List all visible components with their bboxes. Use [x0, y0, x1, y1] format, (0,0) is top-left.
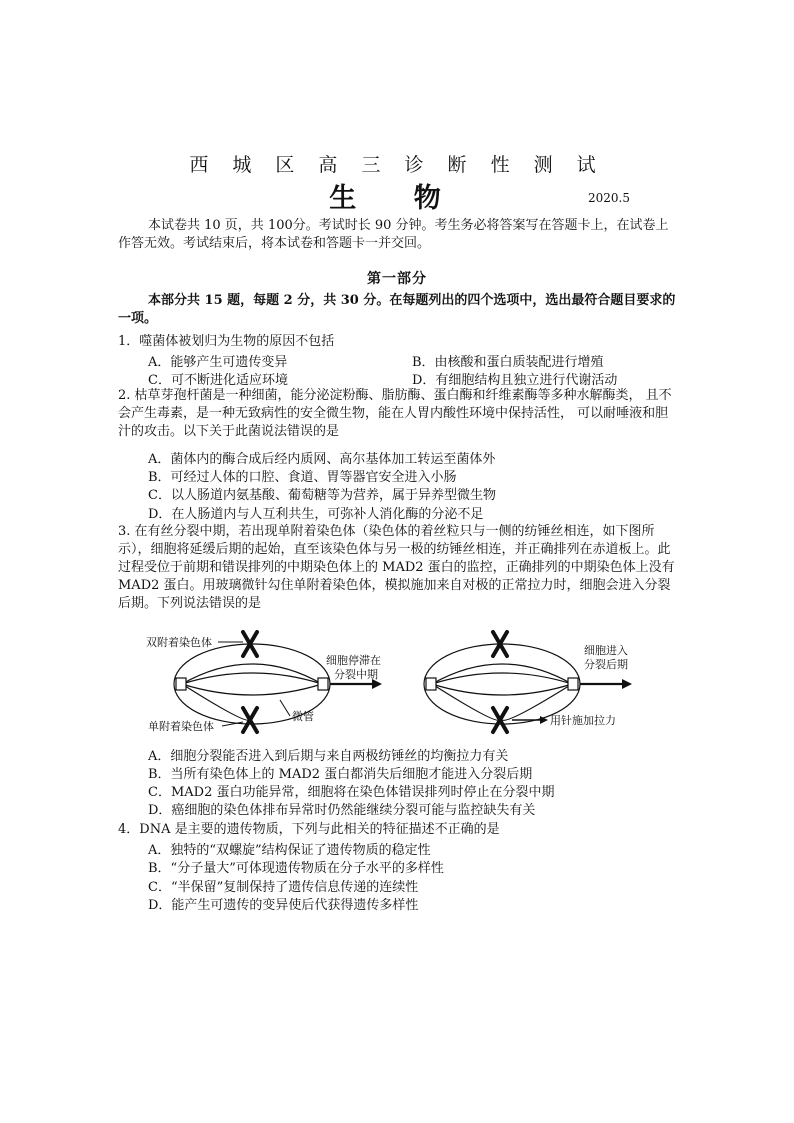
section-title: 第一部分 — [367, 271, 427, 287]
question-2-option-a: A．菌体内的酶合成后经内质网、高尔基体加工转运至菌体外 — [148, 452, 496, 467]
exam-date: 2020.5 — [588, 191, 630, 205]
left-spindle-fiber-3 — [182, 684, 322, 695]
question-3-stem: 3. 在有丝分裂中期，若出现单附着染色体（染色体的着丝粒只与一侧的纺锤丝相连，如下图所示），细胞将延缓后期的起始，直至该染色体与另一极的纺锤丝相连，并正确排列在赤道板上。此过程受位于前期和错误排列的中期染色体上的 MAD2 蛋白的监控，正确排列的中期染色体上没有 MAD2 蛋白。用玻璃微针勾住单附着染色体，模拟施加来自对极的正常拉力时，细胞会进入分裂后期。下列说法错误的是 — [118, 524, 675, 611]
question-4-option-b: B．“分子量大”可体现遗传物质在分子水平的多样性 — [148, 861, 444, 876]
left-spindle-fiber-2 — [182, 673, 322, 684]
left-centrosome-right — [318, 678, 328, 690]
question-2-option-d: D．在人肠道内与人互利共生，可弥补人消化酶的分泌不足 — [148, 507, 484, 522]
left-centrosome-left — [176, 678, 186, 690]
question-4-option-d: D．能产生可遗传的变异使后代获得遗传多样性 — [148, 898, 419, 913]
label-stall-line1: 细胞停滞在 — [326, 654, 381, 667]
subject-title: 生 物 — [329, 183, 465, 214]
spindle-figure — [140, 628, 660, 743]
label-single-chromosome: 单附着染色体 — [148, 720, 214, 733]
label-stall-line2: 分裂中期 — [334, 668, 378, 681]
label-needle-force: 用针施加拉力 — [550, 714, 616, 727]
label-double-chromosome: 双附着染色体 — [146, 636, 212, 649]
label-enter-line1: 细胞进入 — [584, 644, 628, 657]
question-4-stem: 4．DNA 是主要的遗传物质，下列与此相关的特征描述不正确的是 — [118, 822, 500, 837]
question-4-option-c: C．“半保留”复制保持了遗传信息传递的连续性 — [148, 880, 419, 895]
label-enter-line2: 分裂后期 — [584, 658, 628, 671]
question-4-option-a: A．独特的“双螺旋”结构保证了遗传物质的稳定性 — [148, 843, 431, 858]
intro-paragraph: 本试卷共 10 页，共 100分。考试时长 90 分钟。考生务必将答案写在答题卡上，在试卷上作答无效。考试结束后，将本试卷和答题卡一并交回。 — [118, 218, 669, 251]
spindle-diagram — [140, 628, 660, 743]
question-1-option-c: C．可不断进化适应环境 — [148, 373, 288, 388]
question-1-stem: 1．噬菌体被划归为生物的原因不包括 — [118, 334, 335, 349]
right-cell-outline — [424, 644, 580, 724]
question-3-option-a: A．细胞分裂能否进入到后期与来自两极纺锤丝的均衡拉力有关 — [148, 749, 509, 764]
question-3-option-c: C．MAD2 蛋白功能异常，细胞将在染色体错误排列时停止在分裂中期 — [148, 785, 555, 800]
section-note: 本部分共 15 题，每题 2 分，共 30 分。在每题列出的四个选项中，选出最符合题目要求的一项。 — [118, 293, 676, 326]
label-microtubule: 微管 — [292, 710, 314, 723]
question-3-option-d: D．癌细胞的染色体排布异常时仍然能继续分裂可能与监控缺失有关 — [148, 803, 536, 818]
question-1-option-a: A．能够产生可遗传变异 — [148, 355, 288, 370]
question-2-option-c: C．以人肠道内氨基酸、葡萄糖等为营养，属于异养型微生物 — [148, 488, 496, 503]
left-spindle-fiber-4 — [182, 684, 250, 720]
question-3-option-b: B．当所有染色体上的 MAD2 蛋白都消失后细胞才能进入分裂后期 — [148, 767, 533, 782]
question-2-option-b: B．可经过人体的口腔、食道、胃等器官安全进入小肠 — [148, 470, 457, 485]
right-cell — [424, 644, 580, 724]
left-spindle-fiber-1 — [182, 664, 322, 684]
question-1-option-d: D．有细胞结构且独立进行代谢活动 — [412, 373, 618, 388]
question-1-option-b: B．由核酸和蛋白质装配进行增殖 — [412, 355, 604, 370]
exam-title: 西 城 区 高 三 诊 断 性 测 试 — [189, 154, 605, 176]
question-2-stem: 2. 枯草芽孢杆菌是一种细菌，能分泌淀粉酶、脂肪酶、蛋白酶和纤维素酶等多种水解酶类， 且不会产生毒素，是一种无致病性的安全微生物，能在人胃内酸性环境中保持活性， 可以耐唾液和胆汁的攻击。以下关于此菌说法错误的是 — [118, 388, 672, 439]
